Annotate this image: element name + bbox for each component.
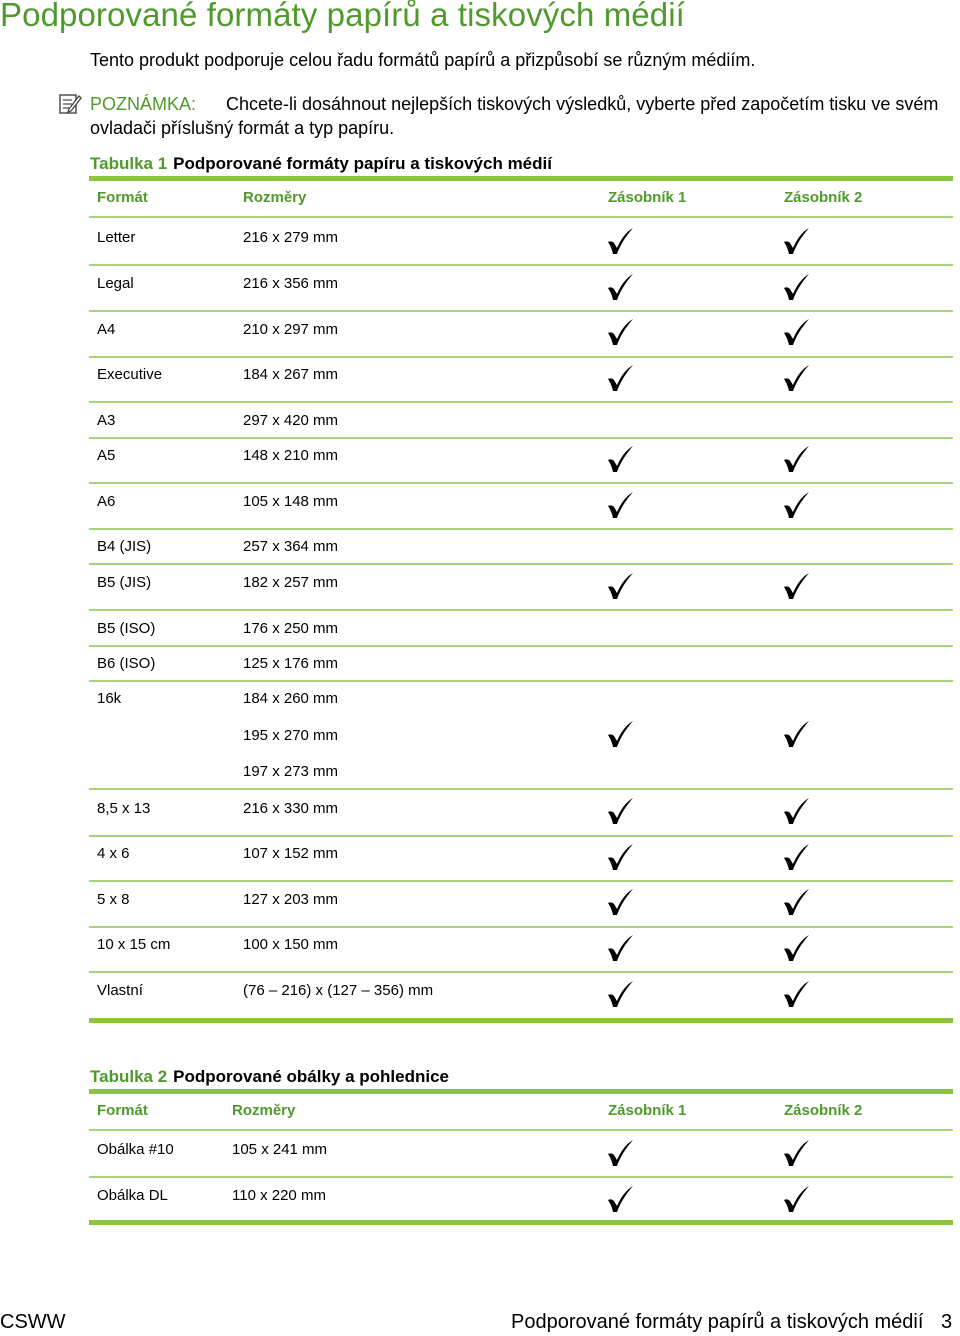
checkmark-icon xyxy=(606,720,634,748)
table1-row-size: 105 x 148 mm xyxy=(243,493,339,510)
checkmark-icon xyxy=(782,364,810,392)
table1-row-format: Legal xyxy=(97,275,134,292)
table1-row-rule xyxy=(89,609,953,611)
checkmark-icon xyxy=(782,843,810,871)
table2-caption xyxy=(90,1067,449,1087)
checkmark-icon xyxy=(782,572,810,600)
checkmark-icon xyxy=(782,797,810,825)
table1-row-format: B5 (JIS) xyxy=(97,574,152,591)
table1-row-format: 4 x 6 xyxy=(97,845,130,862)
checkmark-icon xyxy=(782,720,810,748)
checkmark-icon xyxy=(782,934,810,962)
table1-header-size: Rozměry xyxy=(243,189,307,206)
checkmark-icon xyxy=(606,445,634,473)
table1-row-format: Vlastní xyxy=(97,982,143,999)
table1-top-rule xyxy=(89,176,953,181)
table1-row-rule xyxy=(89,482,953,484)
checkmark-icon xyxy=(606,318,634,346)
table1-row-size: 197 x 273 mm xyxy=(243,763,339,780)
table1-row-rule xyxy=(89,563,953,565)
table1-row-format: A3 xyxy=(97,412,116,429)
table2-row-size: 110 x 220 mm xyxy=(232,1187,326,1204)
checkmark-icon xyxy=(606,1185,634,1213)
checkmark-icon xyxy=(782,980,810,1008)
checkmark-icon xyxy=(782,445,810,473)
footer-left: CSWW xyxy=(0,1311,66,1333)
table1-row-format: 16k xyxy=(97,690,122,707)
table1-title: Podporované formáty papíru a tiskových médií xyxy=(173,154,552,173)
note-icon xyxy=(58,92,82,116)
table1-header-tray1: Zásobník 1 xyxy=(608,189,687,206)
table1-header-rule xyxy=(89,216,953,218)
checkmark-icon xyxy=(606,843,634,871)
table1-row-size: 148 x 210 mm xyxy=(243,447,339,464)
table1-row-size: 184 x 267 mm xyxy=(243,366,339,383)
note-label: POZNÁMKA: xyxy=(90,94,197,114)
checkmark-icon xyxy=(606,888,634,916)
table1-row-size: 125 x 176 mm xyxy=(243,655,339,672)
table2-header-tray1: Zásobník 1 xyxy=(608,1102,687,1119)
table1-header-tray2: Zásobník 2 xyxy=(784,189,863,206)
table1-row-size: (76 – 216) x (127 – 356) mm xyxy=(243,982,434,999)
checkmark-icon xyxy=(606,227,634,255)
checkmark-icon xyxy=(782,1139,810,1167)
table1-row-size: 216 x 356 mm xyxy=(243,275,339,292)
table1-row-rule xyxy=(89,528,953,530)
table2-row-format: Obálka #10 xyxy=(97,1141,174,1158)
table2-title: Podporované obálky a pohlednice xyxy=(173,1067,449,1086)
table1-row-format: Letter xyxy=(97,229,136,246)
table1-row-size: 182 x 257 mm xyxy=(243,574,339,591)
checkmark-icon xyxy=(606,797,634,825)
page-title: Podporované formáty papírů a tiskových médií xyxy=(0,0,685,33)
table1-row-size: 216 x 279 mm xyxy=(243,229,339,246)
table1-bottom-rule xyxy=(89,1018,953,1023)
table1-row-format: A6 xyxy=(97,493,116,510)
table1-row-rule xyxy=(89,880,953,882)
intro-text: Tento produkt podporuje celou řadu formátů papírů a přizpůsobí se různým médiím. xyxy=(90,50,756,70)
checkmark-icon xyxy=(782,1185,810,1213)
table1-row-format: 5 x 8 xyxy=(97,891,130,908)
checkmark-icon xyxy=(782,888,810,916)
checkmark-icon xyxy=(606,273,634,301)
checkmark-icon xyxy=(606,1139,634,1167)
table1-caption xyxy=(90,154,552,174)
table1-number: Tabulka 1 xyxy=(90,154,168,173)
table1-row-rule xyxy=(89,437,953,439)
checkmark-icon xyxy=(782,273,810,301)
note-text: Chcete-li dosáhnout nejlepších tiskových výsledků, vyberte před započetím tisku ve svém ovladači příslušný formát a typ papíru. xyxy=(90,94,939,138)
page-number: 3 xyxy=(941,1311,953,1333)
table1-row-size: 297 x 420 mm xyxy=(243,412,339,429)
table1-row-rule xyxy=(89,835,953,837)
table1-row-size: 216 x 330 mm xyxy=(243,800,339,817)
table2-header-format: Formát xyxy=(97,1102,148,1119)
checkmark-icon xyxy=(606,491,634,519)
checkmark-icon xyxy=(606,934,634,962)
table2-number: Tabulka 2 xyxy=(90,1067,168,1086)
table2-header-rule xyxy=(89,1129,953,1131)
table1-row-size: 195 x 270 mm xyxy=(243,727,339,744)
table1-row-format: A5 xyxy=(97,447,116,464)
table1-row-format: Executive xyxy=(97,366,163,383)
table1-row-rule xyxy=(89,926,953,928)
table1-row-format: B4 (JIS) xyxy=(97,538,152,555)
checkmark-icon xyxy=(606,980,634,1008)
table2-bottom-rule xyxy=(89,1220,953,1225)
table1-row-size: 210 x 297 mm xyxy=(243,321,339,338)
table1-row-size: 100 x 150 mm xyxy=(243,936,339,953)
table1-row-format: 10 x 15 cm xyxy=(97,936,171,953)
table1-header-format: Formát xyxy=(97,189,148,206)
table1-row-size: 184 x 260 mm xyxy=(243,690,339,707)
table1-row-rule xyxy=(89,356,953,358)
table1-row-rule xyxy=(89,680,953,682)
table2-top-rule xyxy=(89,1089,953,1094)
table1-row-rule xyxy=(89,645,953,647)
table1-row-rule xyxy=(89,971,953,973)
table2-row-rule xyxy=(89,1176,953,1178)
table1-row-rule xyxy=(89,264,953,266)
checkmark-icon xyxy=(782,491,810,519)
checkmark-icon xyxy=(606,364,634,392)
note xyxy=(90,92,950,140)
table1-row-size: 176 x 250 mm xyxy=(243,620,339,637)
table2-row-size: 105 x 241 mm xyxy=(232,1141,328,1158)
table2-header-size: Rozměry xyxy=(232,1102,296,1119)
table1-row-size: 127 x 203 mm xyxy=(243,891,339,908)
checkmark-icon xyxy=(606,572,634,600)
table1-row-rule xyxy=(89,310,953,312)
table1-row-format: B5 (ISO) xyxy=(97,620,156,637)
table1-row-format: A4 xyxy=(97,321,116,338)
table2-row-format: Obálka DL xyxy=(97,1187,168,1204)
checkmark-icon xyxy=(782,227,810,255)
table1-row-format: B6 (ISO) xyxy=(97,655,156,672)
footer-title: Podporované formáty papírů a tiskových médií xyxy=(511,1311,924,1333)
table1-row-rule xyxy=(89,788,953,790)
table2-header-tray2: Zásobník 2 xyxy=(784,1102,863,1119)
table1-row-format: 8,5 x 13 xyxy=(97,800,151,817)
table1-row-rule xyxy=(89,401,953,403)
checkmark-icon xyxy=(782,318,810,346)
table1-row-size: 107 x 152 mm xyxy=(243,845,339,862)
table1-row-size: 257 x 364 mm xyxy=(243,538,339,555)
